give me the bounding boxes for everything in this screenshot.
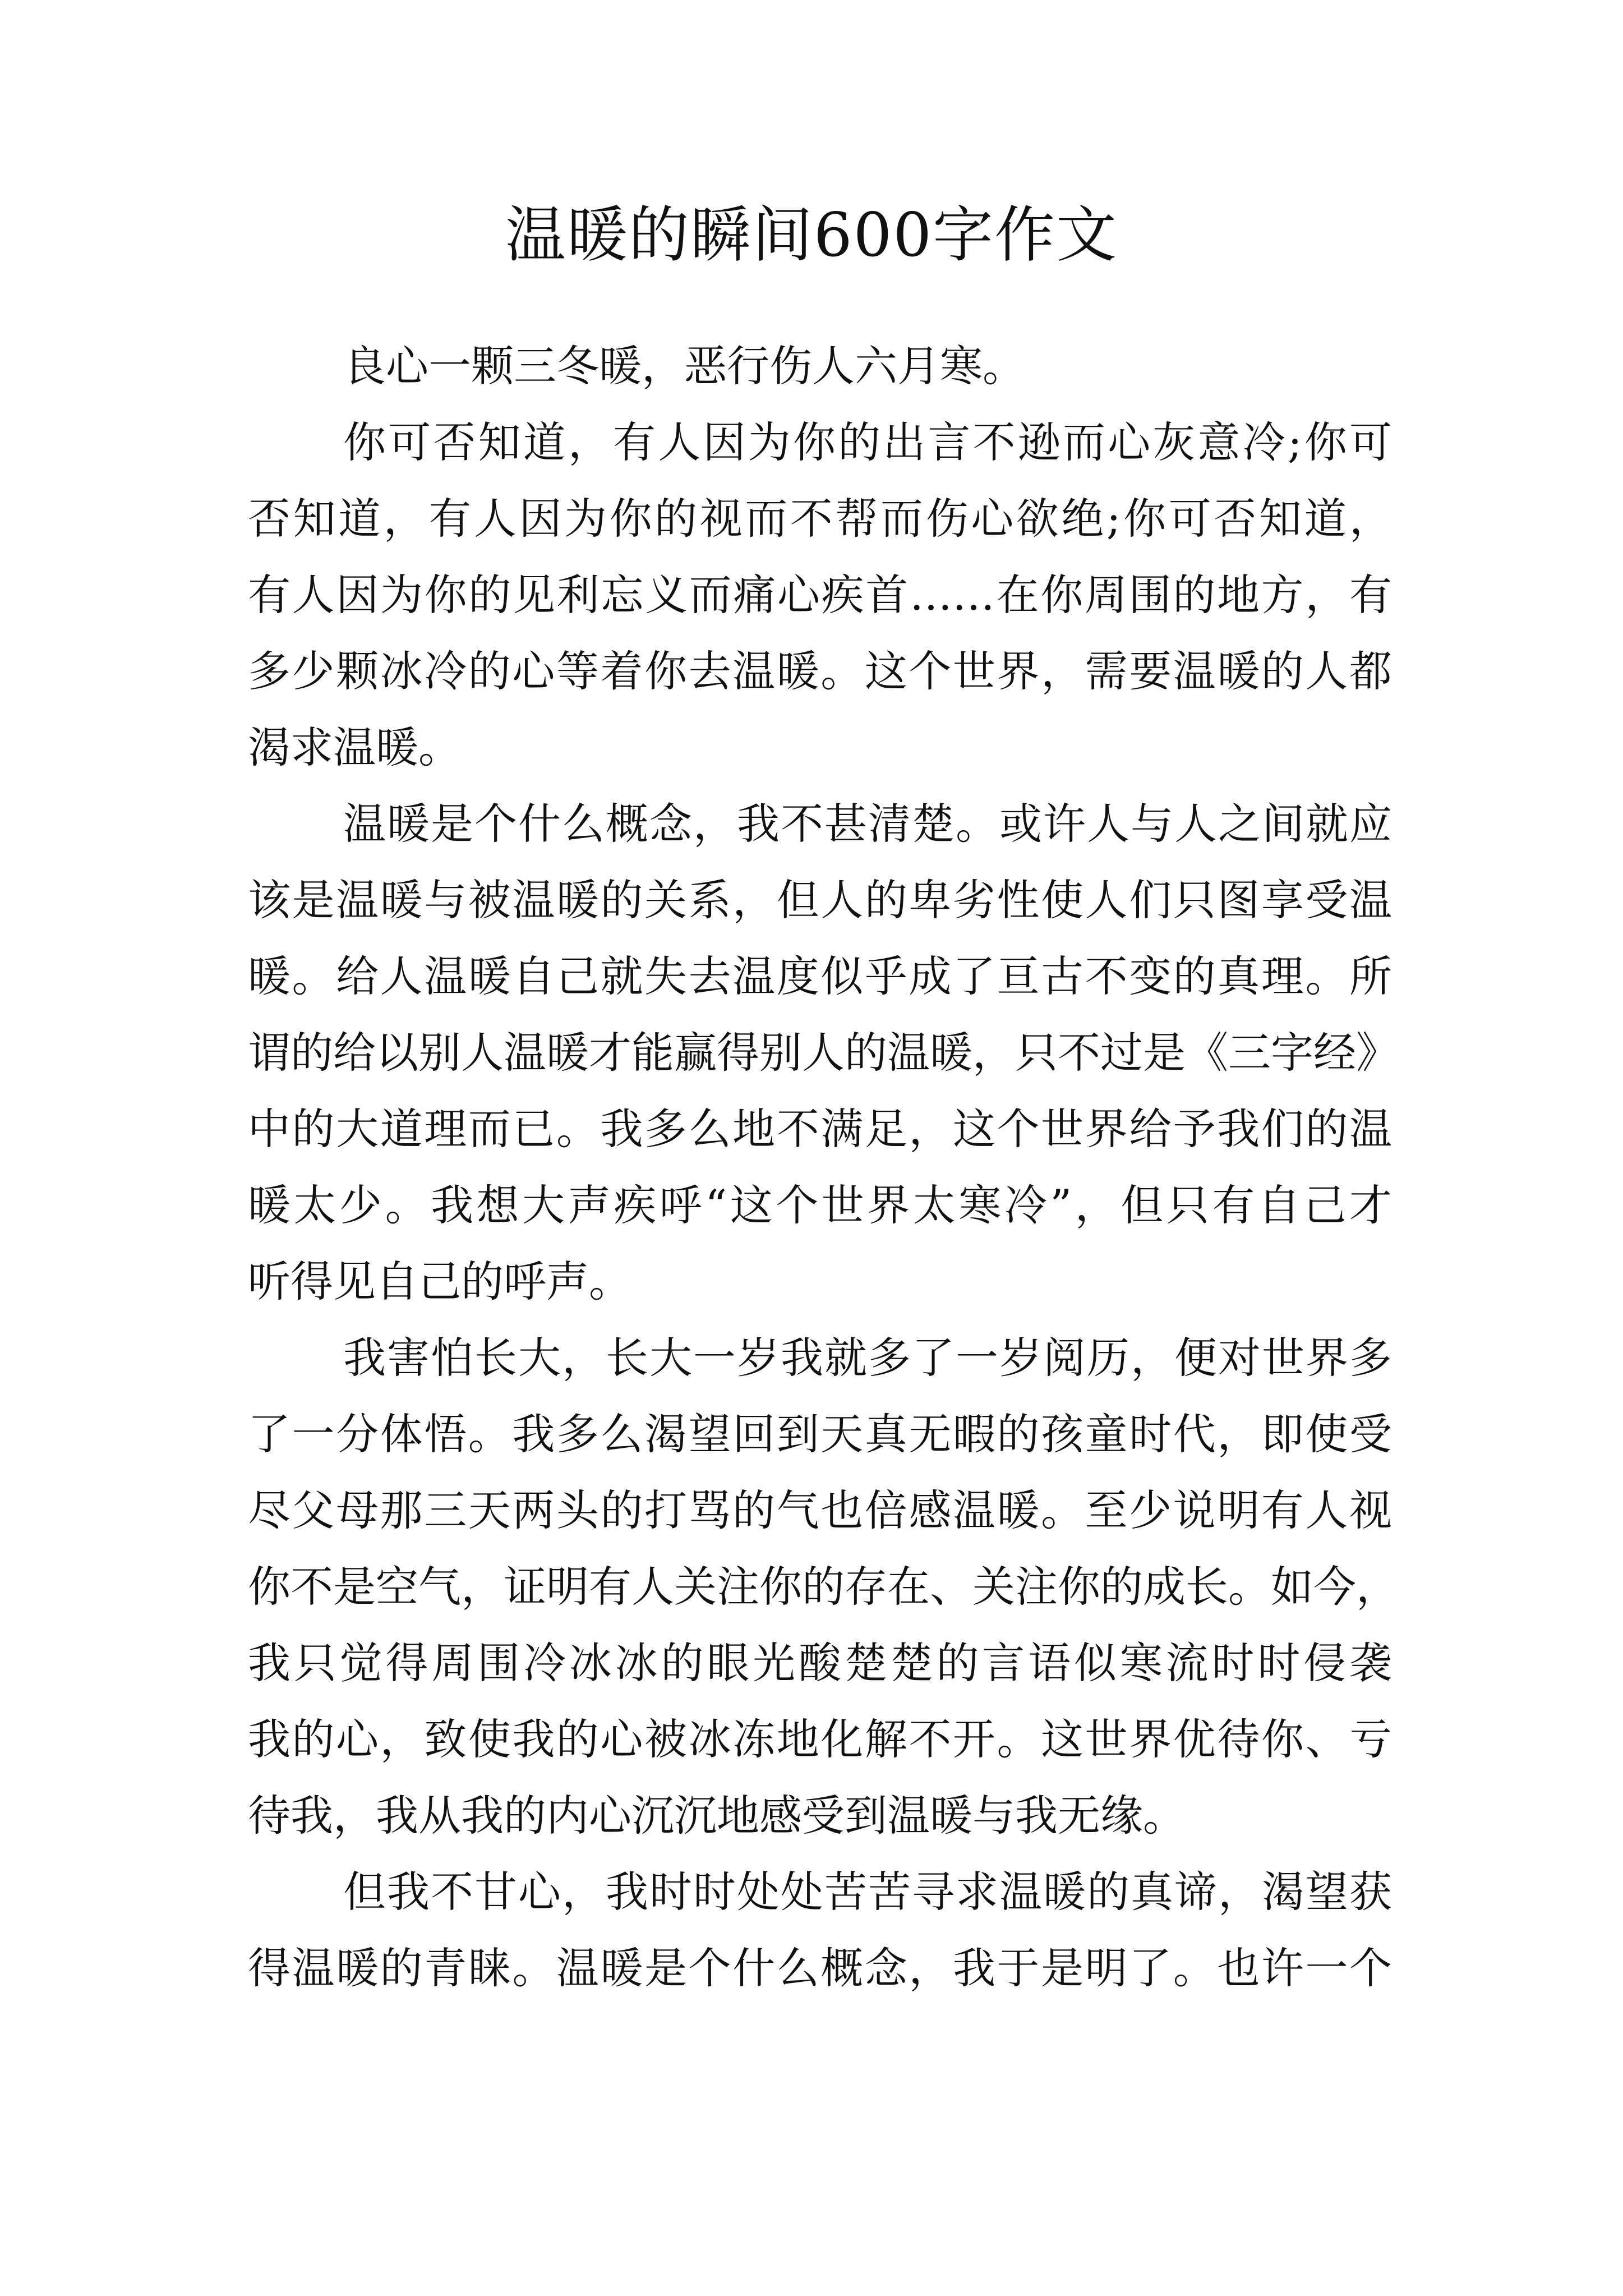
paragraph-line: 谓的给以别人温暖才能赢得别人的温暖，只不过是《三字经》 <box>248 1028 1399 1078</box>
paragraph-line: 温暖是个什么概念，我不甚清楚。或许人与人之间就应 <box>343 799 1392 849</box>
paragraph-line: 有人因为你的见利忘义而痛心疾首……在你周围的地方，有 <box>248 570 1392 620</box>
paragraph-line: 良心一颗三冬暖，恶行伤人六月寒。 <box>343 341 1025 391</box>
paragraph-line: 多少颗冰冷的心等着你去温暖。这个世界，需要温暖的人都 <box>248 646 1392 696</box>
paragraph-line: 你不是空气，证明有人关注你的存在、关注你的成长。如今， <box>248 1562 1399 1612</box>
paragraph-line: 该是温暖与被温暖的关系，但人的卑劣性使人们只图享受温 <box>248 875 1392 925</box>
document-body <box>248 328 1399 2007</box>
paragraph-4 <box>248 1320 1399 1854</box>
paragraph-2 <box>248 404 1392 786</box>
paragraph-1 <box>248 328 1392 404</box>
document-title: 温暖的瞬间600字作文 <box>505 200 1118 270</box>
paragraph-line: 暖太少。我想大声疾呼“这个世界太寒冷”，但只有自己才 <box>248 1180 1392 1230</box>
paragraph-line: 待我，我从我的内心沉沉地感受到温暖与我无缘。 <box>248 1791 1186 1841</box>
paragraph-line: 暖。给人温暖自己就失去温度似乎成了亘古不变的真理。所 <box>248 951 1392 1001</box>
paragraph-line: 否知道，有人因为你的视而不帮而伤心欲绝;你可否知道， <box>248 494 1392 544</box>
paragraph-line: 得温暖的青睐。温暖是个什么概念，我于是明了。也许一个 <box>248 1943 1392 1993</box>
paragraph-line: 我只觉得周围冷冰冰的眼光酸楚楚的言语似寒流时时侵袭 <box>248 1638 1392 1688</box>
paragraph-3 <box>248 786 1399 1320</box>
paragraph-line: 你可否知道，有人因为你的出言不逊而心灰意冷;你可 <box>343 417 1392 467</box>
paragraph-line: 听得见自己的呼声。 <box>248 1257 631 1306</box>
paragraph-5 <box>248 1854 1392 2007</box>
paragraph-line: 我害怕长大，长大一岁我就多了一岁阅历，便对世界多 <box>343 1333 1392 1383</box>
paragraph-line: 我的心，致使我的心被冰冻地化解不开。这世界优待你、亏 <box>248 1714 1392 1764</box>
paragraph-line: 了一分体悟。我多么渴望回到天真无暇的孩童时代，即使受 <box>248 1409 1392 1459</box>
paragraph-line: 尽父母那三天两头的打骂的气也倍感温暖。至少说明有人视 <box>248 1485 1392 1535</box>
paragraph-line: 渴求温暖。 <box>248 723 461 772</box>
paragraph-line: 但我不甘心，我时时处处苦苦寻求温暖的真谛，渴望获 <box>343 1867 1392 1917</box>
paragraph-line: 中的大道理而已。我多么地不满足，这个世界给予我们的温 <box>248 1104 1392 1154</box>
